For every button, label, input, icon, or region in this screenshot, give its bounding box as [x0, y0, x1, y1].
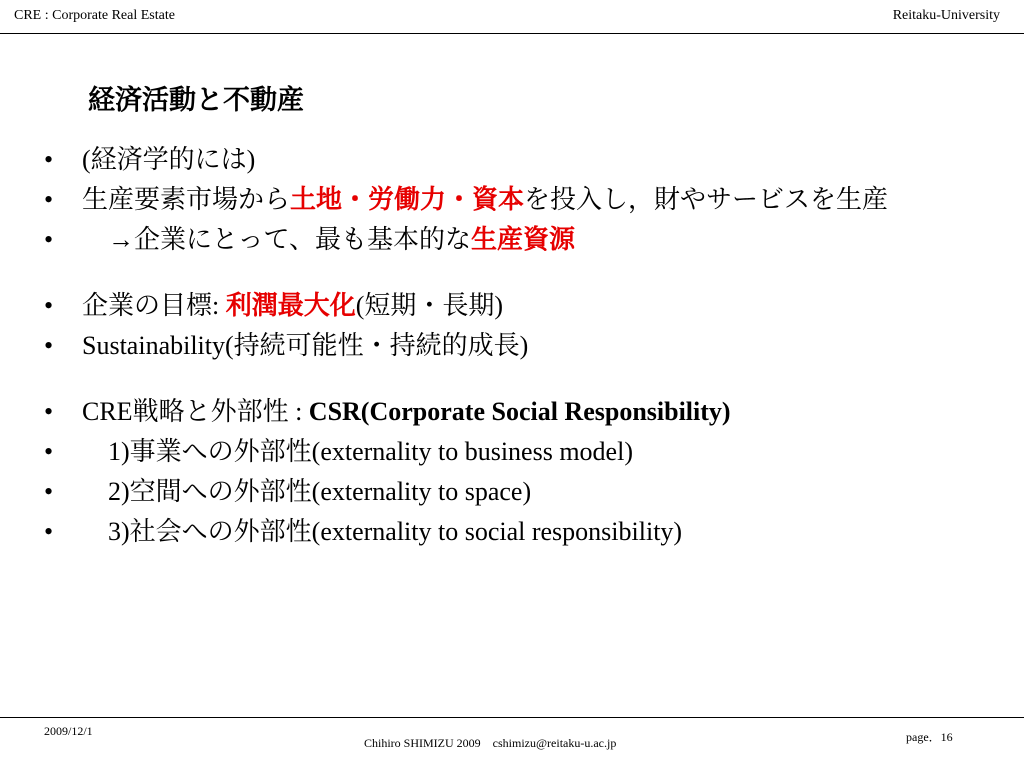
bullet-item [40, 472, 1000, 512]
bullet-text: 1)事業への外部性(externality to business model) [82, 437, 633, 466]
bullet-item [40, 392, 1000, 432]
slide-title: 経済活動と不動産 [88, 85, 304, 115]
footer-date: 2009/12/1 [44, 724, 93, 738]
bullet-item [40, 140, 1000, 180]
bullet-highlight: 利潤最大化 [225, 291, 356, 320]
bullet-text: CRE戦略と外部性 : [82, 397, 309, 426]
bullet-item [40, 512, 1000, 552]
bullet-text: 企業の目標: [82, 291, 226, 320]
bullet-item [40, 286, 1000, 326]
bullet-text: を投入し，財やサービスを生産 [524, 185, 889, 214]
bullet-text: Sustainability(持続可能性・持続的成長) [82, 331, 529, 360]
header-divider [0, 33, 1024, 34]
bullet-item [40, 220, 1000, 260]
bullet-text: (短期・長期) [355, 291, 504, 320]
header-left-text: CRE : Corporate Real Estate [14, 8, 175, 23]
bullet-item [40, 180, 1000, 220]
bullet-text: (経済学的には) [82, 145, 256, 174]
bullet-bold: CSR(Corporate Social Responsibility) [308, 397, 731, 426]
footer-page-number: page．16 [906, 730, 953, 744]
header-right-text: Reitaku-University [892, 8, 1000, 23]
footer-divider [0, 717, 1024, 718]
bullet-text: 2)空間への外部性(externality to space) [82, 477, 532, 506]
bullet-text: 3)社会への外部性(externality to social responsibility) [82, 517, 683, 546]
bullet-item [40, 432, 1000, 472]
bullet-highlight: 土地・労働力・資本 [290, 185, 525, 214]
bullet-list [40, 140, 1000, 552]
bullet-highlight: 生産資源 [470, 225, 575, 254]
bullet-text: 生産要素市場から [82, 185, 291, 214]
footer-author: Chihiro SHIMIZU 2009 cshimizu@reitaku-u.ac.jp [364, 736, 617, 750]
bullet-text: →企業にとって、最も基本的な [82, 225, 471, 254]
bullet-item [40, 326, 1000, 366]
